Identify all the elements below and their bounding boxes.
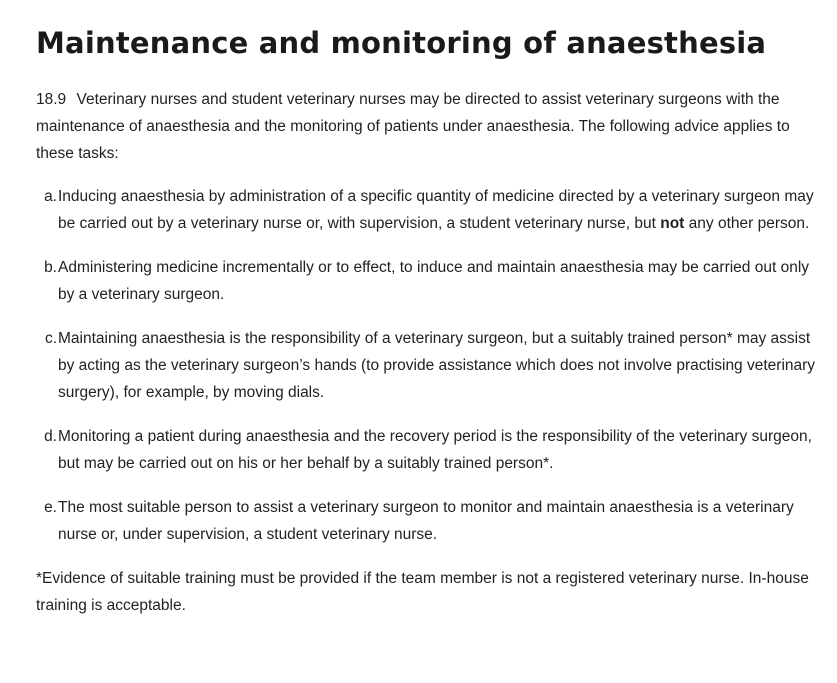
list-marker: a. [44, 188, 57, 205]
list-marker: c. [44, 330, 57, 347]
intro-paragraph [36, 86, 817, 167]
list-item-text-part: any other person. [684, 215, 810, 232]
list-item [36, 254, 817, 308]
list-item [36, 423, 817, 477]
list-item [36, 494, 817, 548]
intro-text: Veterinary nurses and student veterinary nurses may be directed to assist veterinary surgeons with the maintenance of anaesthesia and the monitoring of patients under anaesthesia. The following advice applies to these tasks: [36, 91, 790, 162]
list-marker: b. [44, 259, 57, 276]
footnote: *Evidence of suitable training must be provided if the team member is not a registered veterinary nurse. In-house training is acceptable. [36, 570, 809, 614]
list-item-text: The most suitable person to assist a veterinary surgeon to monitor and maintain anaesthesia is a veterinary nurse or, under supervision, a student veterinary nurse. [58, 499, 794, 543]
page-title: Maintenance and monitoring of anaesthesia [36, 26, 767, 60]
list-item-text: Monitoring a patient during anaesthesia and the recovery period is the responsibility of the veterinary surgeon, but may be carried out on his or her behalf by a suitably trained person*. [58, 428, 812, 472]
list-item-text: Administering medicine incrementally or to effect, to induce and maintain anaesthesia may be carried out only by a veterinary surgeon. [58, 259, 810, 303]
advice-list [36, 183, 817, 548]
emphasis-text: not [660, 215, 685, 232]
list-item-text [58, 183, 817, 237]
list-item-text-part: Inducing anaesthesia by administration of a specific quantity of medicine directed by a veterinary surgeon may be carried out by a veterinary nurse or, with supervision, a student veterinary nurse, but [58, 188, 814, 232]
list-item-text: Maintaining anaesthesia is the responsibility of a veterinary surgeon, but a suitably trained person* may assist by acting as the veterinary surgeon’s hands (to provide assistance which does not involve practising veterinary surgery), for example, by moving dials. [58, 330, 816, 401]
list-marker: e. [44, 499, 57, 516]
paragraph-number: 18.9 [36, 91, 67, 108]
list-item [36, 183, 817, 237]
list-item [36, 325, 817, 406]
list-marker: d. [44, 428, 57, 445]
